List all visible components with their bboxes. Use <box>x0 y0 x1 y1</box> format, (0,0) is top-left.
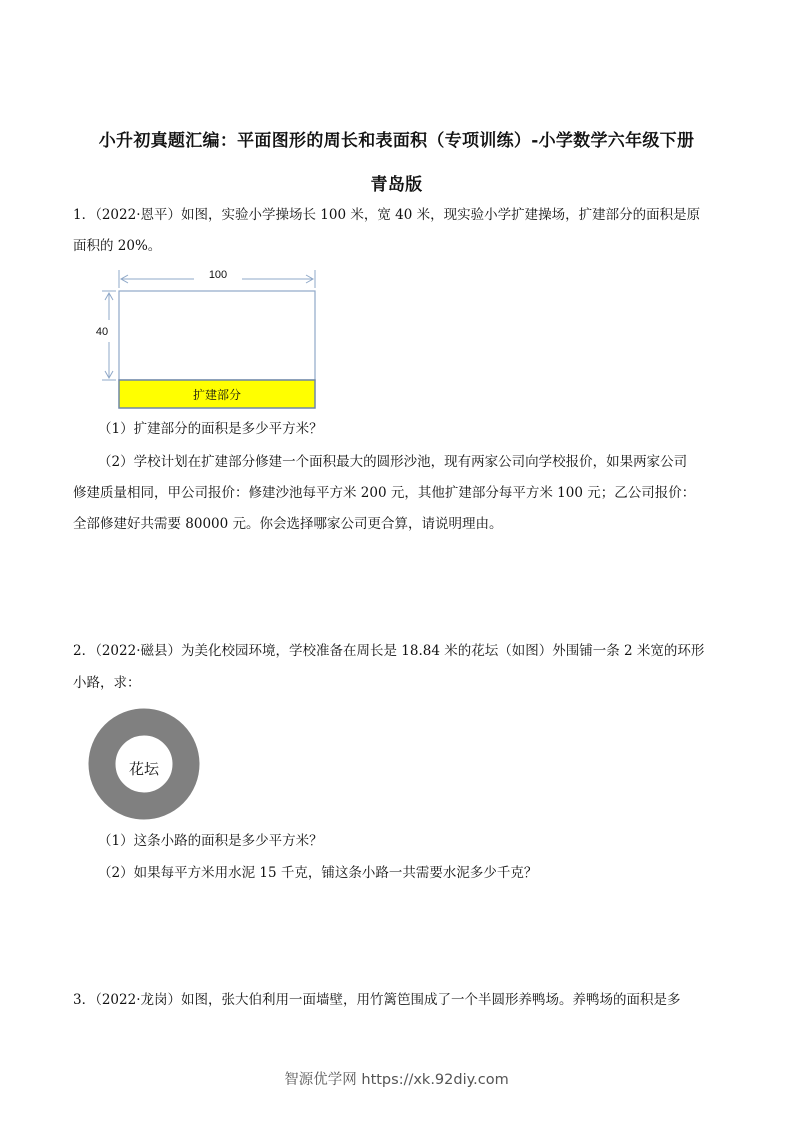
q1-sub2-line2: 修建质量相同，甲公司报价：修建沙池每平方米 200 元，其他扩建部分每平方米 100 元；乙公司报价： <box>73 485 696 501</box>
page-title-line2: 青岛版 <box>370 175 423 195</box>
q1-sub2-line3: 全部修建好共需要 80000 元。你会选择哪家公司更合算，请说明理由。 <box>73 516 503 532</box>
q2-stem-line1: 2．（2022·磁县）为美化校园环境，学校准备在周长是 18.84 米的花坛（如图）外围铺一条 2 米宽的环形 <box>73 643 705 659</box>
q3-stem-line1: 3．（2022·龙岗）如图，张大伯利用一面墙壁，用竹篱笆围成了一个半圆形养鸭场。养鸭场的面积是多 <box>73 992 681 1008</box>
q1-sub2-line1: （2）学校计划在扩建部分修建一个面积最大的圆形沙池，现有两家公司向学校报价，如果两家公司 <box>98 454 688 470</box>
q1-length-label: 100 <box>208 269 228 281</box>
q2-ring-diagram <box>88 708 200 820</box>
q2-flowerbed-label: 花坛 <box>128 760 160 778</box>
q1-stem-line2: 面积的 20%。 <box>73 238 162 254</box>
q1-playground-rect <box>119 291 315 380</box>
footer-watermark: 智源优学网 https://xk.92diy.com <box>284 1072 509 1088</box>
q2-sub2: （2）如果每平方米用水泥 15 千克，铺这条小路一共需要水泥多少千克？ <box>98 865 538 881</box>
page-title-line1: 小升初真题汇编：平面图形的周长和表面积（专项训练）-小学数学六年级下册 <box>98 131 695 151</box>
q1-stem-line1: 1．（2022·恩平）如图，实验小学操场长 100 米，宽 40 米，现实验小学扩建操场，扩建部分的面积是原 <box>73 207 701 223</box>
q2-sub1: （1）这条小路的面积是多少平方米？ <box>98 833 323 849</box>
q2-stem-line2: 小路，求： <box>73 675 141 691</box>
q1-extension-label: 扩建部分 <box>192 388 242 402</box>
q1-sub1: （1）扩建部分的面积是多少平方米？ <box>98 421 323 437</box>
q1-rectangle-diagram <box>90 262 330 414</box>
q1-width-label: 40 <box>95 326 109 338</box>
